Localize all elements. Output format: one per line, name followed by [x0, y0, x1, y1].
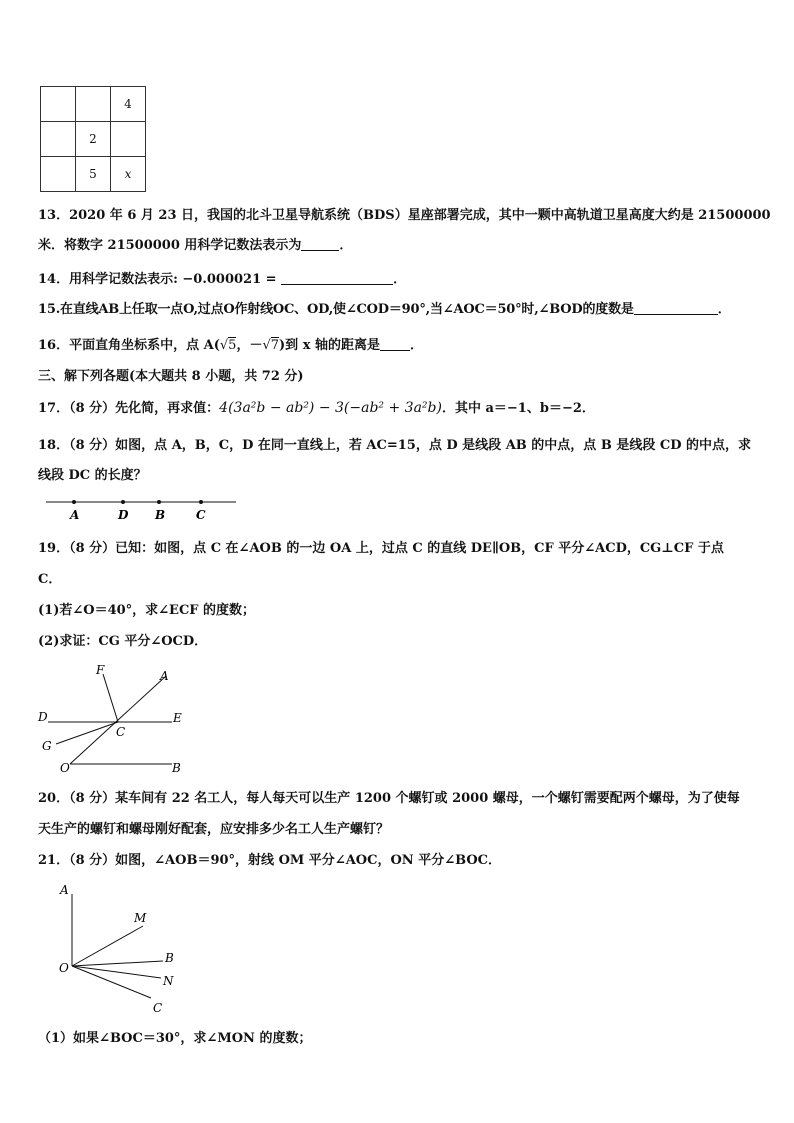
q19-angle-figure — [30, 660, 200, 780]
q19-line1: 19．（8 分）已知：如图，点 C 在∠AOB 的一边 OA 上，过点 C 的直线 DE∥OB，CF 平分∠ACD，CG⊥CF 于点 — [38, 541, 724, 556]
label-c: C — [116, 725, 126, 739]
answer-blank — [301, 238, 339, 251]
point-d — [121, 500, 125, 504]
grid-cell: 4 — [111, 87, 146, 122]
ray-om — [72, 926, 143, 966]
ray-oc — [72, 966, 151, 998]
label-e: E — [173, 711, 182, 725]
q19-part1: (1)若∠O＝40°，求∠ECF 的度数； — [38, 603, 256, 618]
label-m: M — [134, 911, 147, 925]
label-c: C — [153, 1001, 163, 1015]
label-a: A — [70, 508, 80, 522]
point-a — [72, 500, 76, 504]
label-c: C — [196, 508, 206, 522]
q14-text: 14．用科学记数法表示: −0.000021 = — [38, 272, 277, 287]
q16-line — [38, 337, 423, 355]
grid-cell — [41, 157, 76, 192]
q16-mid: ，－ — [236, 338, 263, 353]
number-grid — [40, 86, 146, 192]
label-n: N — [163, 974, 174, 988]
label-o: O — [59, 961, 69, 975]
q21-line1: 21．（8 分）如图，∠AOB＝90°，射线 OM 平分∠AOC，ON 平分∠BOC． — [38, 853, 501, 868]
q17-line — [38, 399, 595, 418]
q18-segment-figure — [38, 493, 248, 527]
q15-line — [38, 301, 731, 319]
q20-line1: 20．（8 分）某车间有 22 名工人，每人每天可以生产 1200 个螺钉或 2000 螺母，一个螺钉需要配两个螺母，为了使每 — [38, 791, 740, 806]
q14-end: ． — [393, 272, 407, 287]
label-d: D — [38, 710, 48, 724]
label-b: B — [165, 951, 174, 965]
q13-end: ． — [339, 238, 353, 253]
ray-cf — [103, 674, 118, 722]
grid-cell: x — [111, 157, 146, 192]
point-b — [157, 500, 161, 504]
q18-line1: 18．（8 分）如图，点 A，B，C，D 在同一直线上，若 AC=15，点 D 是线段 AB 的中点，点 B 是线段 CD 的中点，求 — [38, 438, 752, 453]
label-a: A — [60, 883, 69, 897]
grid-cell — [41, 122, 76, 157]
q17-prefix: 17．（8 分）先化简，再求值： — [38, 401, 220, 416]
answer-blank — [380, 338, 410, 351]
grid-cell: 2 — [76, 122, 111, 157]
answer-blank — [634, 302, 718, 315]
label-o: O — [60, 761, 70, 775]
sqrt-icon: √ — [262, 338, 271, 353]
q13-line2 — [38, 237, 352, 255]
q16-prefix: 16．平面直角坐标系中，点 A( — [38, 338, 220, 353]
q17-condition: ．其中 a＝−1、b＝−2． — [441, 401, 595, 416]
label-d: D — [118, 508, 129, 522]
grid-cell — [41, 87, 76, 122]
label-g: G — [42, 739, 52, 753]
q17-expression: 4(3a²b − ab²) − 3(−ab² + 3a²b) — [219, 400, 442, 416]
q15-text: 15.在直线AB上任取一点O,过点O作射线OC、OD,使∠COD＝90°,当∠AOC＝50°时,∠BOD的度数是 — [38, 302, 634, 317]
radicand: 5 — [228, 338, 237, 353]
q14-line — [38, 271, 406, 289]
q19-part2: (2)求证：CG 平分∠OCD． — [38, 634, 208, 649]
q13-line1: 13．2020 年 6 月 23 日，我国的北斗卫星导航系统（BDS）星座部署完成，其中一颗中高轨道卫星高度大约是 21500000 — [38, 208, 771, 223]
label-f: F — [96, 663, 105, 677]
q16-end: ． — [410, 338, 424, 353]
q13-text: 米．将数字 21500000 用科学记数法表示为 — [38, 238, 302, 253]
ray-cg — [56, 722, 118, 744]
q20-line2: 天生产的螺钉和螺母刚好配套，应安排多少名工人生产螺钉？ — [38, 822, 390, 837]
ray-on — [72, 966, 161, 978]
ray-oa — [70, 676, 166, 764]
section-heading: 三、解下列各题(本大题共 8 小题，共 72 分) — [38, 369, 304, 384]
q15-end: ． — [717, 302, 731, 317]
point-c — [199, 500, 203, 504]
label-b: B — [172, 761, 181, 775]
radicand: 7 — [270, 338, 280, 353]
q16-suffix: )到 x 轴的距离是 — [279, 338, 380, 353]
ray-ob — [72, 961, 163, 966]
q21-angle-figure — [50, 880, 190, 1020]
sqrt-icon: √ — [219, 338, 229, 353]
q21-part1: （1）如果∠BOC＝30°，求∠MON 的度数； — [38, 1031, 312, 1046]
grid-cell — [76, 87, 111, 122]
grid-cell: 5 — [76, 157, 111, 192]
grid-cell — [111, 122, 146, 157]
answer-blank — [281, 272, 393, 285]
q19-line2: C． — [38, 572, 62, 587]
label-b: B — [155, 508, 166, 522]
q18-line2: 线段 DC 的长度？ — [38, 468, 147, 483]
label-a: A — [160, 669, 169, 683]
